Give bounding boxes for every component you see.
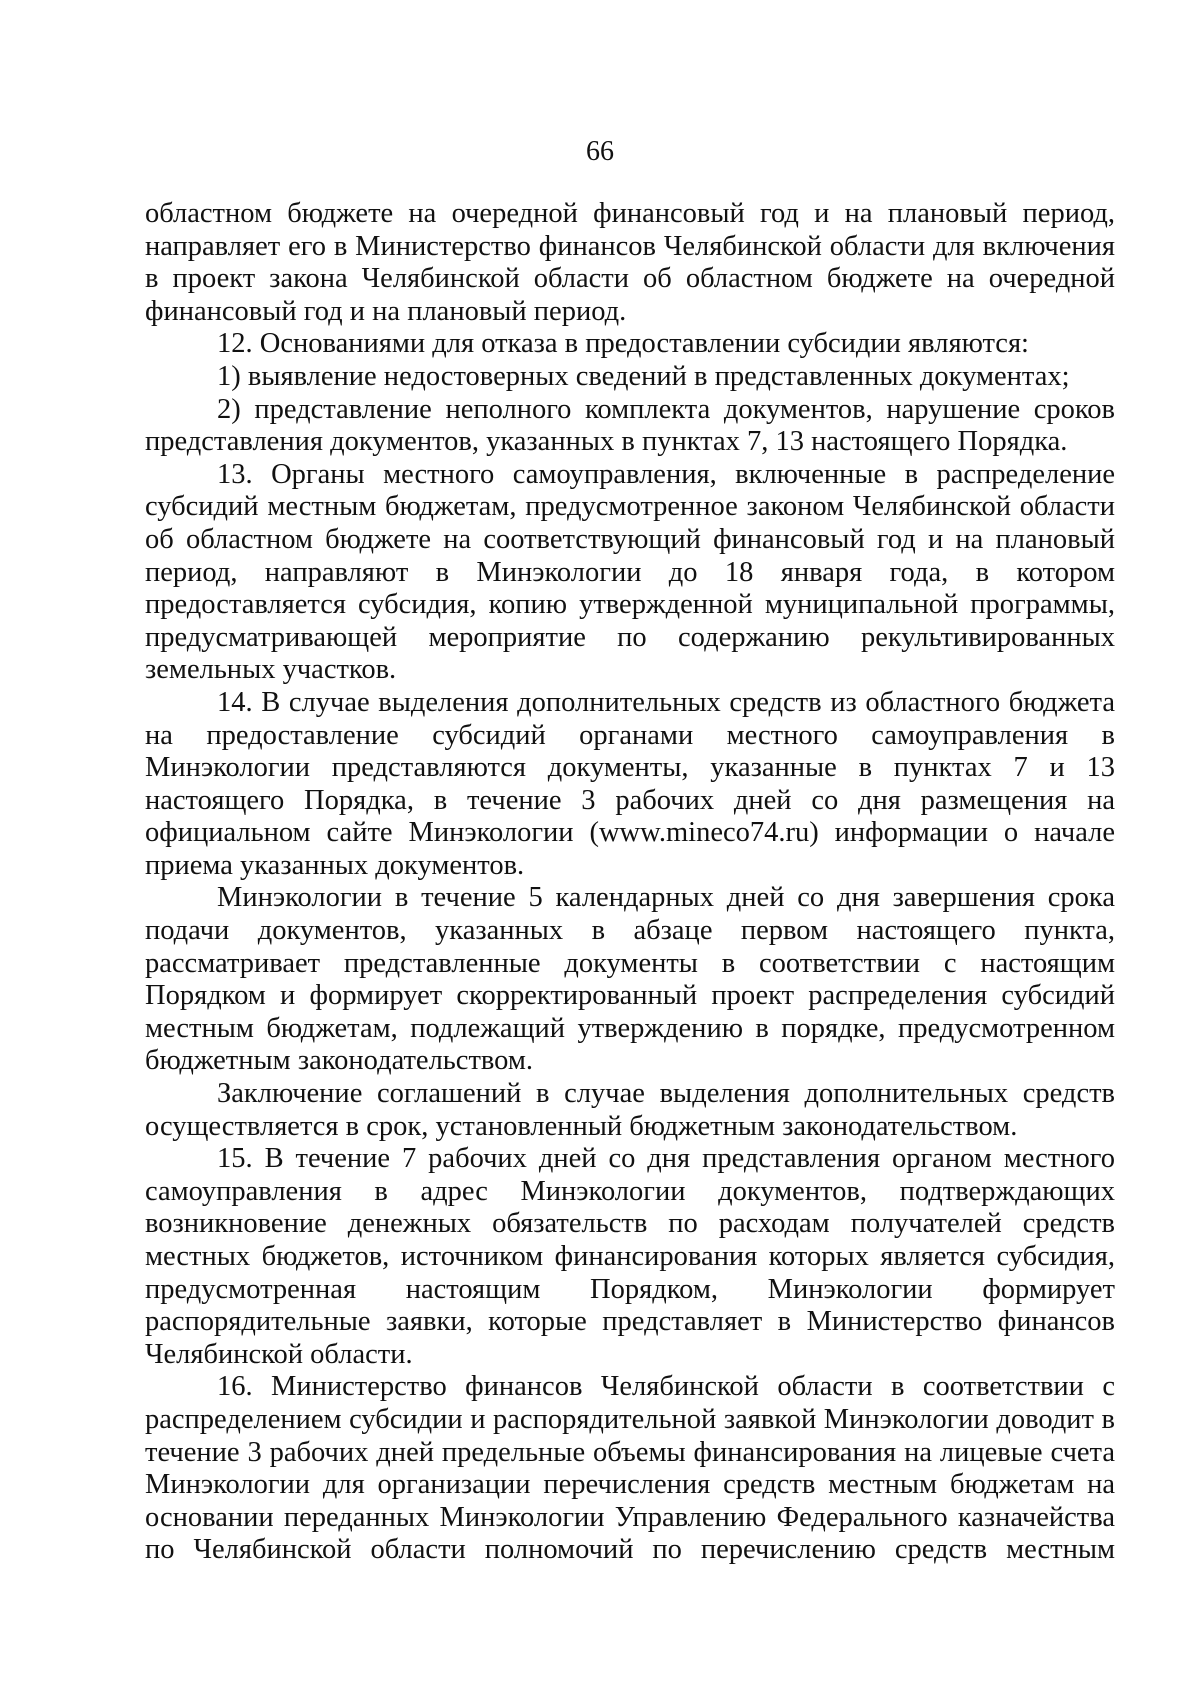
paragraph-9: 15. В течение 7 рабочих дней со дня представления органом местного самоуправления в адрес Минэкологии документов, подтверждающих возникновение денежных обязательств по расходам получателей средств местных бюджетов, источником финансирования которых является субсидия, предусмотренная настоящим Порядком, Минэкологии формирует распорядительные заявки, которые представляет в Министерство финансов Челябинской области. bbox=[145, 1143, 1115, 1370]
paragraph-5: 13. Органы местного самоуправления, включенные в распределение субсидий местным бюджетам, предусмотренное законом Челябинской области об областном бюджете на соответствующий финансовый год и на плановый период, направляют в Минэкологии до 18 января года, в котором предоставляется субсидия, копию утвержденной муниципальной программы, предусматривающей мероприятие по содержанию рекультивированных земельных участков. bbox=[145, 458, 1115, 686]
paragraph-10: 16. Министерство финансов Челябинской области в соответствии с распределением субсидии и распорядительной заявкой Минэкологии доводит в течение 3 рабочих дней предельные объемы финансирования на лицевые счета Минэкологии для организации перечисления средств местным бюджетам на основании переданных Минэкологии Управлению Федерального казначейства по Челябинской области полномочий по перечислению средств местным bbox=[145, 1371, 1115, 1566]
paragraph-6: 14. В случае выделения дополнительных средств из областного бюджета на предоставление субсидий органами местного самоуправления в Минэкологии представляются документы, указанные в пунктах 7 и 13 настоящего Порядка, в течение 3 рабочих дней со дня размещения на официальном сайте Минэкологии (www.mineco74.ru) информации о начале приема указанных документов. bbox=[145, 686, 1115, 881]
paragraph-2: 12. Основаниями для отказа в предоставлении субсидии являются: bbox=[217, 328, 1029, 360]
document-body bbox=[145, 198, 1115, 1567]
paragraph-1: областном бюджете на очередной финансовый год и на плановый период, направляет его в Министерство финансов Челябинской области для включения в проект закона Челябинской области об областном бюджете на очередной финансовый год и на плановый период. bbox=[145, 198, 1115, 327]
paragraph-3: 1) выявление недостоверных сведений в представленных документах; bbox=[217, 360, 1070, 392]
page-number: 66 bbox=[586, 136, 614, 167]
paragraph-8: Заключение соглашений в случае выделения дополнительных средств осуществляется в срок, установленный бюджетным законодательством. bbox=[145, 1078, 1115, 1142]
paragraph-7: Минэкологии в течение 5 календарных дней со дня завершения срока подачи документов, указанных в абзаце первом настоящего пункта, рассматривает представленные документы в соответствии с настоящим Порядком и формирует скорректированный проект распределения субсидий местным бюджетам, подлежащий утверждению в порядке, предусмотренном бюджетным законодательством. bbox=[145, 882, 1115, 1077]
paragraph-4: 2) представление неполного комплекта документов, нарушение сроков представления документов, указанных в пунктах 7, 13 настоящего Порядка. bbox=[145, 393, 1115, 458]
